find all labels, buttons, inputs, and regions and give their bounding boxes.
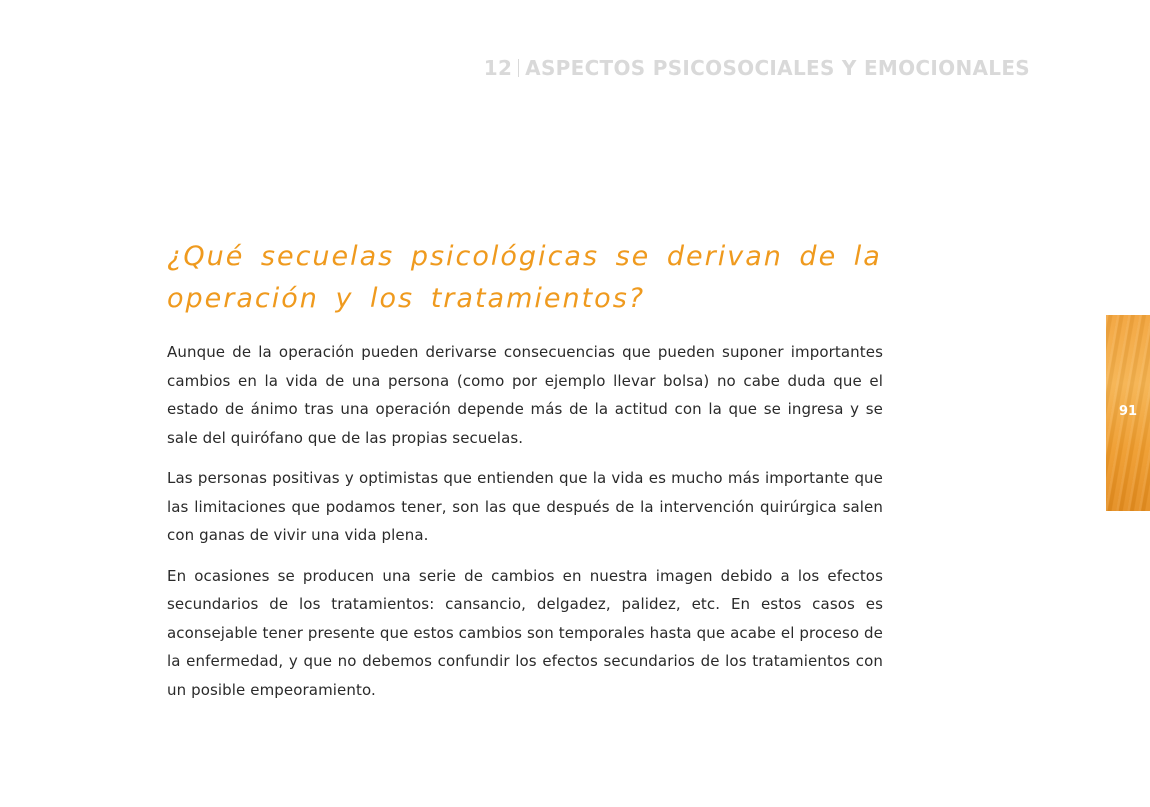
body-text [167, 338, 883, 716]
paragraph: Aunque de la operación pueden derivarse consecuencias que pueden suponer importantes cambios en la vida de una persona (como por ejemplo llevar bolsa) no cabe duda que el estado de ánimo tras una operación depende más de la actitud con la que se ingresa y se sale del quirófano que de las propias secuelas. [167, 343, 883, 447]
section-title [167, 236, 907, 320]
section-title-line-2: operación y los tratamientos? [167, 283, 646, 314]
paragraph: En ocasiones se producen una serie de cambios en nuestra imagen debido a los efectos secundarios de los tratamientos: cansancio, delgadez, palidez, etc. En estos casos es aconsejable tener presente que estos cambios son temporales hasta que acabe el proceso de la enfermedad, y que no debemos confundir los efectos secundarios de los tratamientos con un posible empeoramiento. [167, 566, 883, 699]
paragraph: Las personas positivas y optimistas que entienden que la vida es mucho más importante que las limitaciones que podamos tener, son las que después de la intervención quirúrgica salen con ganas de vivir una vida plena. [167, 469, 883, 544]
section-title-line-1: ¿Qué secuelas psicológicas se derivan de la [167, 241, 882, 272]
header-divider [518, 59, 519, 77]
page-number: 91 [1118, 404, 1138, 419]
page-tab [1106, 315, 1150, 511]
running-header [484, 56, 1030, 80]
chapter-number: 12 [483, 56, 513, 80]
chapter-title: ASPECTOS PSICOSOCIALES Y EMOCIONALES [525, 56, 1030, 80]
